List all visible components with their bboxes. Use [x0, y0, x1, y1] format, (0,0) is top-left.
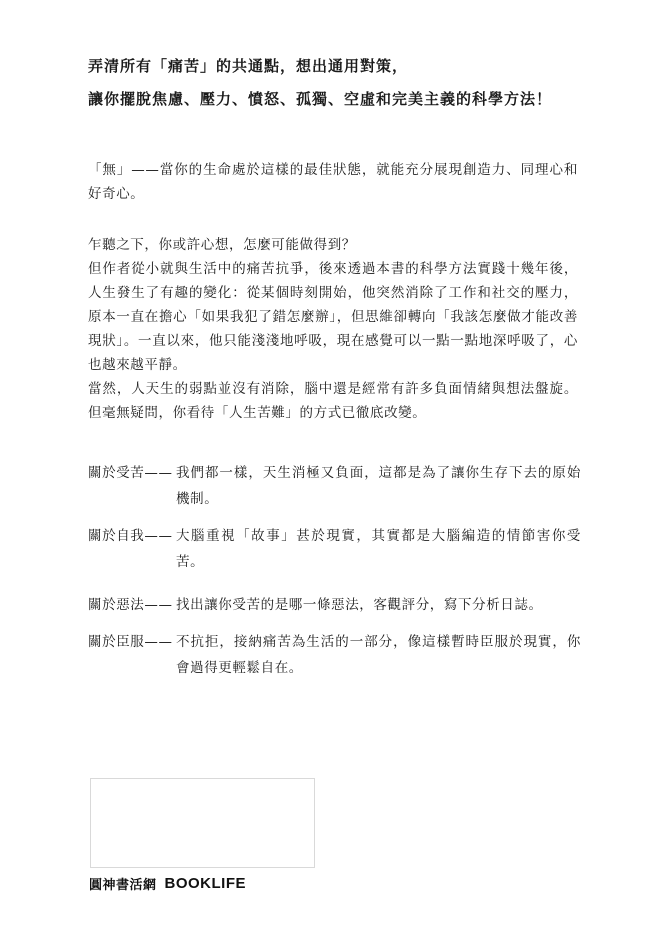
headline-line-1: 弄清所有「痛苦」的共通點，想出通用對策，	[88, 57, 409, 75]
brand-chinese-name: 圓神書活網	[89, 877, 157, 893]
topic-text: 大腦重視「故事」甚於現實，其實都是大腦編造的情節害你受苦。	[176, 528, 581, 570]
topic-suffering	[88, 460, 588, 512]
body-paragraph	[88, 233, 578, 425]
brand-english-name: BOOKLIFE	[164, 874, 247, 892]
booklife-logo[interactable]	[89, 873, 246, 893]
intro-paragraph: 「無」——當你的生命處於這樣的最佳狀態，就能充分展現創造力、同理心和好奇心。	[88, 162, 578, 202]
body-line: 當然，人天生的弱點並沒有消除，腦中還是經常有許多負面情緒與想法盤旋。但毫無疑問，你看待「人生苦難」的方式已徹底改變。	[88, 381, 578, 421]
body-line: 但作者從小就與生活中的痛苦抗爭，後來透過本書的科學方法實踐十幾年後，人生發生了有趣的變化：從某個時刻開始，他突然消除了工作和社交的壓力，原本一直在擔心「如果我犯了錯怎麼辦」，但思維卻轉向「我該怎麼做才能改善現狀」。一直以來，他只能淺淺地呼吸，現在感覺可以一點一點地深呼吸了，心也越來越平靜。	[88, 261, 578, 373]
topic-label: 關於受苦——	[88, 465, 173, 481]
headline-line-2: 讓你擺脫焦慮、壓力、憤怒、孤獨、空虛和完美主義的科學方法！	[88, 90, 553, 108]
topic-self	[88, 523, 588, 575]
body-line: 乍聽之下，你或許心想，怎麼可能做得到？	[88, 237, 356, 253]
image-placeholder-box	[90, 778, 315, 868]
topic-text: 找出讓你受苦的是哪一條惡法，客觀評分，寫下分析日誌。	[176, 597, 543, 613]
topic-surrender	[88, 629, 588, 681]
topic-label: 關於惡法——	[88, 597, 173, 613]
topic-text: 不抗拒，接納痛苦為生活的一部分，像這樣暫時臣服於現實，你會過得更輕鬆自在。	[176, 634, 581, 676]
topic-label: 關於自我——	[88, 528, 173, 544]
topic-text: 我們都一樣，天生消極又負面，這都是為了讓你生存下去的原始機制。	[176, 465, 581, 507]
topic-label: 關於臣服——	[88, 634, 173, 650]
topic-bad-law	[88, 592, 588, 618]
